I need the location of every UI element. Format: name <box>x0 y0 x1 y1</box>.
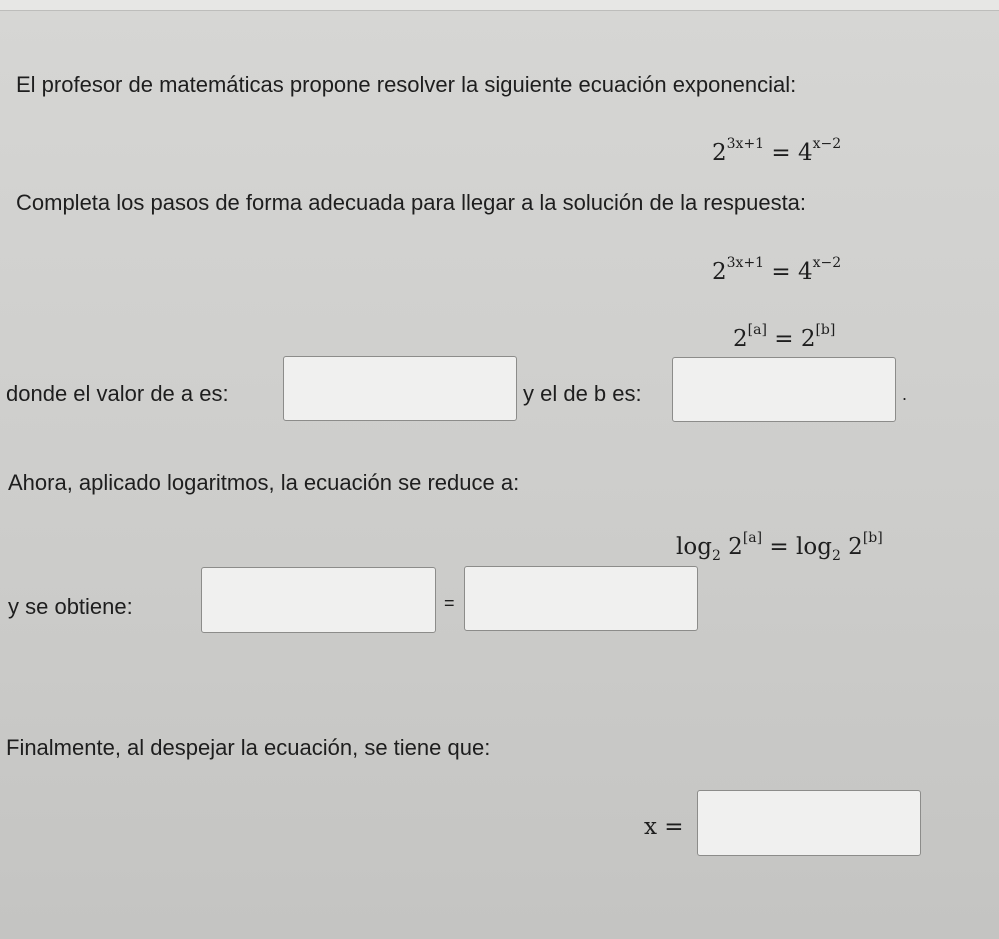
intro-text: El profesor de matemáticas propone resolver la siguiente ecuación exponencial: <box>16 72 797 97</box>
right-input[interactable] <box>464 566 698 631</box>
b-input[interactable] <box>672 357 896 422</box>
a-label: donde el valor de a es: <box>6 381 229 406</box>
b-label: y el de b es: <box>523 381 642 406</box>
period: . <box>902 384 908 404</box>
obtain-equals: = <box>444 593 455 613</box>
top-border <box>0 0 999 11</box>
a-input[interactable] <box>283 356 517 421</box>
final-x-label: x = <box>644 814 684 840</box>
main-equation: $2^{3x+1} = 4^{x-2}$ <box>712 136 842 166</box>
instruction-text: Completa los pasos de forma adecuada para llegar a la solución de la respuesta: <box>16 190 807 215</box>
obtain-label: y se obtiene: <box>8 594 133 619</box>
step1-equation: $2^{3x+1} = 4^{x-2}$ <box>712 255 842 285</box>
step2-equation: 2[a] = 2[b] <box>733 322 836 352</box>
log-intro-text: Ahora, aplicado logaritmos, la ecuación se reduce a: <box>8 470 520 495</box>
log-equation: $\log_2 2[a] = \log_2 2[b]$ <box>676 530 883 564</box>
left-input[interactable] <box>201 567 436 633</box>
x-input[interactable] <box>697 790 921 856</box>
final-intro-text: Finalmente, al despejar la ecuación, se tiene que: <box>6 735 491 760</box>
